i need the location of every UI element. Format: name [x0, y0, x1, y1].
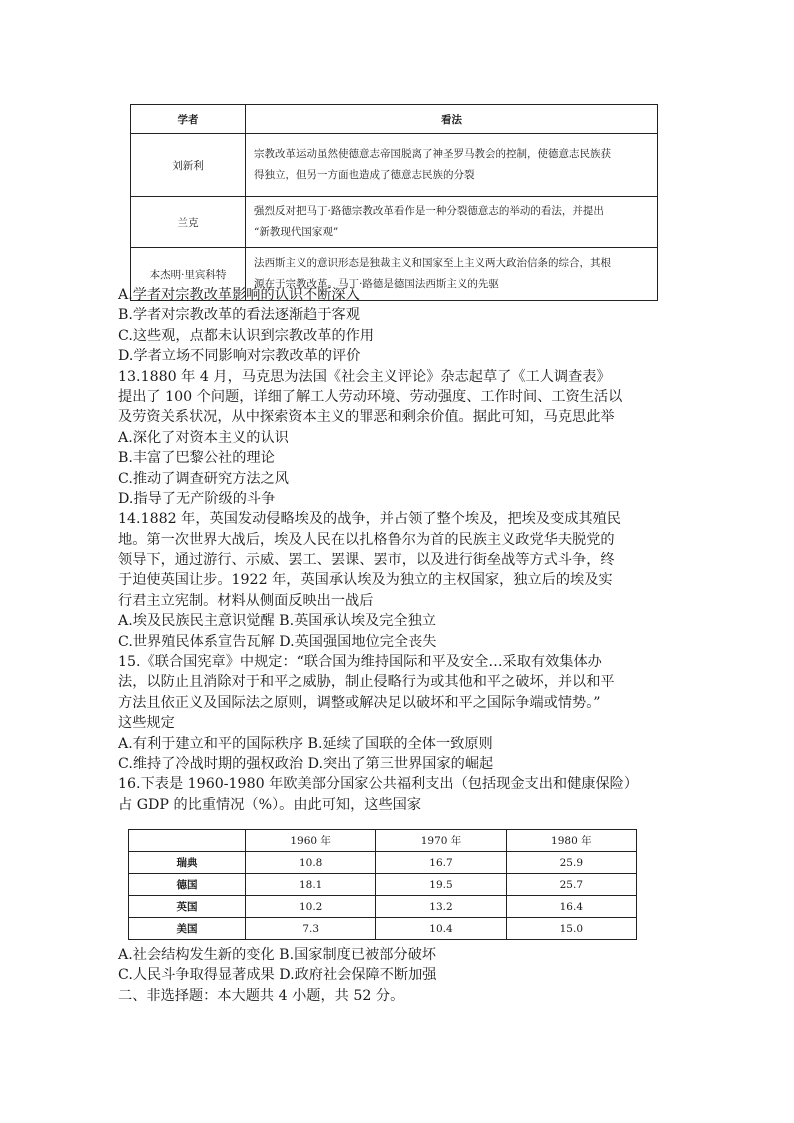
text-line: 领导下，通过游行、示威、罢工、罢课、罢市，以及进行街垒战等方式斗争，终: [118, 552, 615, 569]
view-line: 法西斯主义的意识形态是独裁主义和国家至上主义两大政治信条的综合，其根: [254, 257, 611, 269]
table-header-cell: 1960 年: [246, 830, 376, 852]
text-line: 13.1880 年 4 月，马克思为法国《社会主义评论》杂志起草了《工人调查表》: [118, 368, 611, 385]
table-row: [131, 197, 658, 248]
text-line: 法，以防止且消除对于和平之威胁，制止侵略行为或其他和平之破坏，并以和平: [118, 674, 615, 691]
text-line: 这些规定: [118, 715, 175, 732]
view-line: 宗教改革运动虽然使德意志帝国脱离了神圣罗马教会的控制，使德意志民族获: [254, 148, 611, 160]
table-header-row: [129, 830, 637, 852]
value-cell: 18.1: [246, 874, 376, 896]
text-line: C.维持了冷战时期的强权政治 D.突出了第三世界国家的崛起: [118, 755, 494, 772]
text-line: 地。第一次世界大战后，埃及人民在以扎格鲁尔为首的民族主义政党华夫脱党的: [118, 531, 615, 548]
text-line: D.学者立场不同影响对宗教改革的评价: [118, 348, 361, 365]
view-line: 源在于宗教改革。马丁·路德是德国法西斯主义的先驱: [254, 278, 499, 290]
table-row: [129, 874, 637, 896]
scholars-views-table: [130, 104, 658, 301]
value-cell: 16.7: [376, 852, 506, 874]
text-line: A.学者对宗教改革影响的认识不断深入: [118, 287, 360, 303]
value-cell: 10.2: [246, 896, 376, 918]
text-line: 二、非选择题：本大题共 4 小题，共 52 分。: [118, 987, 405, 1004]
text-line: 及劳资关系状况，从中探索资本主义的罪恶和剩余价值。据此可知，马克思此举: [118, 409, 615, 426]
text-line: 16.下表是 1960-1980 年欧美部分国家公共福利支出（包括现金支出和健康保险）: [118, 776, 639, 793]
table-header-view: 看法: [246, 105, 658, 134]
text-line: 方法且依正义及国际法之原则，调整或解决足以破坏和平之国际争端或情势。”: [118, 694, 601, 711]
text-line: 行君主立宪制。材料从侧面反映出一战后: [118, 592, 374, 609]
text-line: A.有利于建立和平的国际秩序 B.延续了国联的全体一致原则: [118, 735, 493, 752]
value-cell: 10.4: [376, 918, 506, 940]
text-line: B.学者对宗教改革的看法逐渐趋于客观: [118, 307, 360, 324]
value-cell: 10.8: [246, 852, 376, 874]
value-cell: 16.4: [506, 896, 636, 918]
scholar-name: 兰克: [131, 197, 246, 248]
country-cell: 英国: [129, 896, 246, 918]
text-line: C.这些观，点都未认识到宗教改革的作用: [118, 327, 375, 344]
scholar-view: [246, 197, 658, 248]
country-cell: 德国: [129, 874, 246, 896]
country-cell: 瑞典: [129, 852, 246, 874]
table-header-cell: 1980 年: [506, 830, 636, 852]
text-line: C.推动了调查研究方法之风: [118, 470, 289, 487]
text-line: C.人民斗争取得显著成果 D.政府社会保障不断加强: [118, 967, 437, 984]
table-header-scholar: 学者: [131, 105, 246, 134]
view-line: “新教现代国家观”: [254, 226, 339, 238]
value-cell: 15.0: [506, 918, 636, 940]
text-line: 于迫使英国让步。1922 年，英国承认埃及为独立的主权国家，独立后的埃及实: [118, 572, 613, 589]
view-line: 强烈反对把马丁·路德宗教改革看作是一种分裂德意志的举动的看法，并提出: [254, 205, 604, 217]
view-line: 得独立，但另一方面也造成了德意志民族的分裂: [254, 169, 475, 181]
value-cell: 13.2: [376, 896, 506, 918]
table-header-cell: [129, 830, 246, 852]
question-text-lower: [118, 945, 698, 1006]
text-line: A.深化了对资本主义的认识: [118, 429, 289, 446]
text-line: C.世界殖民体系宣告瓦解 D.英国强国地位完全丧失: [118, 633, 437, 650]
table-row: [129, 896, 637, 918]
text-line: 占 GDP 的比重情况（%）。由此可知，这些国家: [118, 796, 422, 813]
text-line: 14.1882 年，英国发动侵略埃及的战争，并占领了整个埃及，把埃及变成其殖民: [118, 511, 621, 528]
scholar-name: 刘新利: [131, 134, 246, 197]
value-cell: 25.7: [506, 874, 636, 896]
value-cell: 19.5: [376, 874, 506, 896]
welfare-spending-table: [128, 829, 637, 940]
country-cell: 美国: [129, 918, 246, 940]
question-text-upper: [118, 285, 698, 815]
scholar-name: 本杰明·里宾科特: [131, 248, 246, 301]
text-line: D.指导了无产阶级的斗争: [118, 490, 276, 507]
text-line: A.社会结构发生新的变化 B.国家制度已被部分破坏: [118, 947, 436, 963]
text-line: B.丰富了巴黎公社的理论: [118, 450, 275, 467]
scholar-view: [246, 134, 658, 197]
text-line: 15.《联合国宪章》中规定：“联合国为维持国际和平及安全…采取有效集体办: [118, 654, 602, 671]
text-line: A.埃及民族民主意识觉醒 B.英国承认埃及完全独立: [118, 613, 436, 630]
table-row: [131, 134, 658, 197]
table-row: [129, 918, 637, 940]
value-cell: 25.9: [506, 852, 636, 874]
table-row: [129, 852, 637, 874]
value-cell: 7.3: [246, 918, 376, 940]
text-line: 提出了 100 个问题，详细了解工人劳动环境、劳动强度、工作时间、工资生活以: [118, 388, 623, 405]
table-header-cell: 1970 年: [376, 830, 506, 852]
